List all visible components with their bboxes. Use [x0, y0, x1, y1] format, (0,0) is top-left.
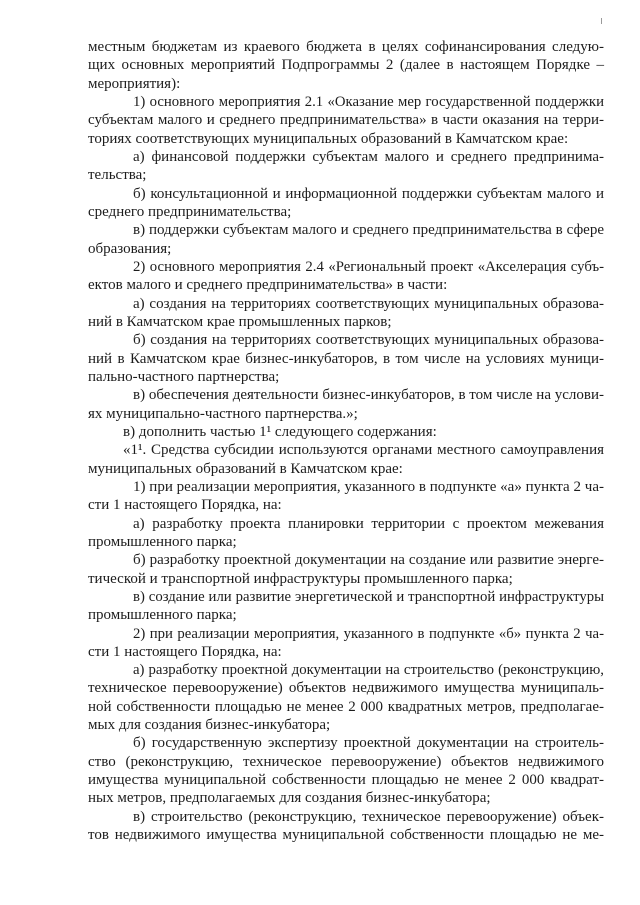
text-line: мероприятия):: [88, 75, 181, 92]
text-line: в) создание или развитие энергетической и транспортной инфраструктуры: [133, 588, 604, 605]
text-line: б) разработку проектной документации на создание или развитие энерге-: [133, 552, 604, 569]
text-line: пально-частного партнерства;: [88, 368, 280, 385]
text-line: «1¹. Средства субсидии используются органами местного самоуправления: [123, 442, 604, 459]
text-line: б) создания на территориях соответствующих муниципальных образова-: [133, 332, 604, 349]
text-line: ной собственности площадью не менее 2 000 квадратных метров, предполагае-: [88, 698, 604, 715]
text-line: б) консультационной и информационной поддержки субъектам малого и: [133, 185, 604, 202]
text-line: 1) при реализации мероприятия, указанного в подпункте «а» пункта 2 ча-: [133, 478, 604, 495]
text-line: образования;: [88, 240, 172, 257]
text-line: а) создания на территориях соответствующих муниципальных образова-: [133, 295, 604, 312]
text-line: в) обеспечения деятельности бизнес-инкубаторов, в том числе на услови-: [133, 387, 604, 404]
text-line: ных метров, предполагаемых для создания бизнес-инкубатора;: [88, 790, 491, 807]
text-line: ториях соответствующих муниципальных образований в Камчатском крае:: [88, 130, 569, 147]
text-line: тов недвижимого имущества муниципальной собственности площадью не ме-: [88, 827, 604, 844]
text-line: а) финансовой поддержки субъектам малого и среднего предпринима-: [133, 148, 604, 165]
text-line: мых для создания бизнес-инкубатора;: [88, 717, 331, 734]
text-line: в) поддержки субъектам малого и среднего предпринимательства в сфере: [133, 222, 604, 239]
text-line: муниципальных образований в Камчатском крае:: [88, 460, 403, 477]
text-line: 2) при реализации мероприятия, указанного в подпункте «б» пункта 2 ча-: [133, 625, 604, 642]
text-line: среднего предпринимательства;: [88, 203, 292, 220]
text-line: промышленного парка;: [88, 533, 237, 550]
text-line: ях муниципально-частного партнерства.»;: [88, 405, 358, 422]
text-line: в) дополнить частью 1¹ следующего содержания:: [123, 423, 437, 440]
text-line: ектов малого и среднего предпринимательства» в части:: [88, 277, 448, 294]
text-line: промышленного парка;: [88, 607, 237, 624]
text-line: имущества муниципальной собственности площадью не менее 2 000 квадрат-: [88, 772, 604, 789]
text-line: тельства;: [88, 167, 147, 184]
text-line: сти 1 настоящего Порядка, на:: [88, 643, 282, 660]
text-line: щих основных мероприятий Подпрограммы 2 (далее в настоящем Порядке –: [88, 57, 604, 74]
text-line: ний в Камчатском крае промышленных парков;: [88, 313, 392, 330]
text-line: в) строительство (реконструкцию, техническое перевооружение) объек-: [133, 808, 604, 825]
text-line: ство (реконструкцию, техническое перевооружение) объектов недвижимого: [88, 753, 604, 770]
text-line: субъектам малого и среднего предпринимательства» в части оказания на терри-: [88, 112, 604, 129]
text-line: 1) основного мероприятия 2.1 «Оказание мер государственной поддержки: [133, 93, 604, 110]
text-line: 2) основного мероприятия 2.4 «Региональный проект «Акселерация субъ-: [133, 258, 604, 275]
text-line: тической и транспортной инфраструктуры промышленного парка;: [88, 570, 513, 587]
text-line: сти 1 настоящего Порядка, на:: [88, 497, 282, 514]
body-text: [88, 38, 604, 844]
text-line: ний в Камчатском крае бизнес-инкубаторов, в том числе на условиях муници-: [88, 350, 604, 367]
text-line: техническое перевооружение) объектов недвижимого имущества муниципаль-: [88, 680, 604, 697]
text-line: а) разработку проекта планировки территории с проектом межевания: [133, 515, 604, 532]
text-line: б) государственную экспертизу проектной документации на строитель-: [133, 735, 604, 752]
scan-mark: [601, 18, 602, 24]
text-line: а) разработку проектной документации на строительство (реконструкцию,: [133, 662, 604, 679]
text-line: местным бюджетам из краевого бюджета в целях софинансирования следую-: [88, 39, 604, 55]
